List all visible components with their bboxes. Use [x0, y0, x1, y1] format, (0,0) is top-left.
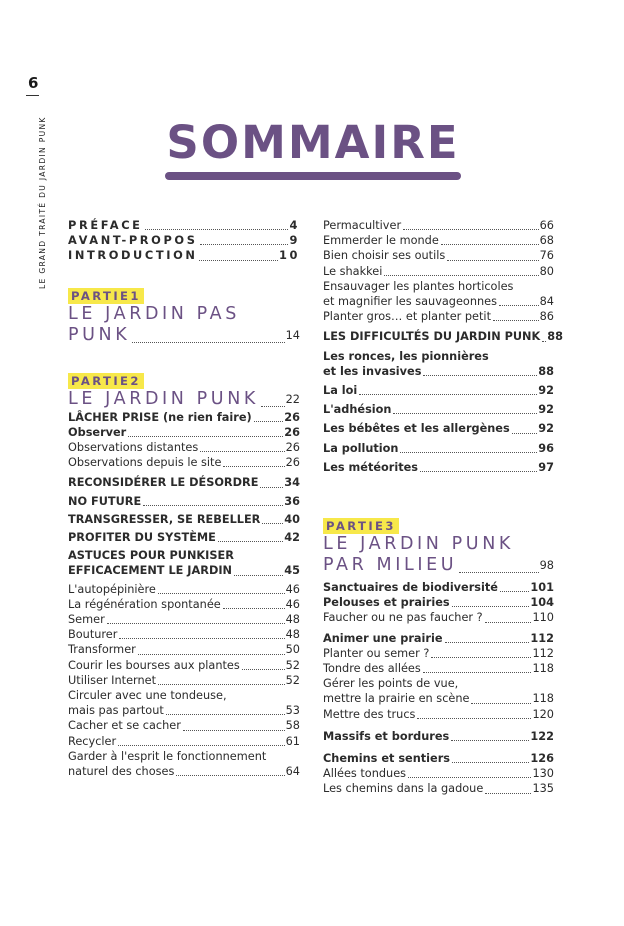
toc-entry[interactable]: La pollution 96	[323, 441, 554, 455]
toc-entry[interactable]: Utiliser Internet 52	[68, 673, 300, 687]
toc-entry-part[interactable]: PUNK 14	[68, 324, 300, 345]
toc-entry[interactable]: Pelouses et prairies 104	[323, 596, 554, 610]
running-head	[12, 99, 56, 289]
toc-entry[interactable]: Observer 26	[68, 425, 300, 439]
toc-entry[interactable]: Faucher ou ne pas faucher ? 110	[323, 611, 554, 625]
toc-entry[interactable]: Planter ou semer ? 112	[323, 646, 554, 660]
toc-entry[interactable]: Massifs et bordures 122	[323, 729, 554, 743]
toc-right-column	[323, 218, 563, 797]
toc-entry[interactable]: Le shakkei 80	[323, 264, 554, 278]
part-tag: PARTIE2	[68, 370, 300, 389]
toc-entry[interactable]: Semer 48	[68, 613, 300, 627]
toc-entry[interactable]: mettre la prairie en scène 118	[323, 692, 554, 706]
title-underline	[165, 172, 461, 180]
toc-entry[interactable]: Les bébêtes et les allergènes 92	[323, 422, 554, 436]
toc-entry[interactable]: Observations distantes 26	[68, 441, 300, 455]
toc-entry[interactable]: La régénération spontanée 46	[68, 597, 300, 611]
toc-entry[interactable]: PROFITER DU SYSTÈME 42	[68, 531, 300, 545]
toc-entry[interactable]: Les météorites 97	[323, 460, 554, 474]
toc-entry[interactable]: Sanctuaires de biodiversité 101	[323, 581, 554, 595]
toc-entry[interactable]: Emmerder le monde 68	[323, 234, 554, 248]
toc-entry[interactable]: NO FUTURE 36	[68, 494, 300, 508]
toc-entry[interactable]: L'autopépinière 46	[68, 582, 300, 596]
toc-entry-line1: ASTUCES POUR PUNKISER	[68, 549, 234, 563]
toc-entry[interactable]: Animer une prairie 112	[323, 631, 554, 645]
page-number: 6	[28, 74, 39, 92]
toc-entry[interactable]: Tondre des allées 118	[323, 662, 554, 676]
toc-entry[interactable]: naturel des choses 64	[68, 765, 300, 779]
running-head-text: LE GRAND TRAITÉ DU JARDIN PUNK	[38, 116, 47, 289]
part-title: LE JARDIN PUNK	[323, 534, 514, 555]
toc-entry[interactable]: Les chemins dans la gadoue 135	[323, 782, 554, 796]
toc-entry[interactable]: Chemins et sentiers 126	[323, 752, 554, 766]
part-title: LE JARDIN PAS	[68, 303, 240, 324]
toc-entry[interactable]: TRANSGRESSER, SE REBELLER 40	[68, 512, 300, 526]
toc-entry[interactable]: LES DIFFICULTÉS DU JARDIN PUNK 88	[323, 330, 563, 344]
toc-entry[interactable]: Permacultiver 66	[323, 219, 554, 232]
toc-entry[interactable]: Bien choisir ses outils 76	[323, 249, 554, 263]
toc-entry[interactable]: L'adhésion 92	[323, 403, 554, 417]
toc-left-column	[68, 218, 300, 779]
toc-entry-line1: Gérer les points de vue,	[323, 677, 459, 691]
part-tag: PARTIE3	[323, 515, 554, 534]
toc-entry-line1: Les ronces, les pionnières	[323, 349, 489, 363]
toc-entry[interactable]: Recycler 61	[68, 734, 300, 748]
toc-entry[interactable]: Cacher et se cacher 58	[68, 719, 300, 733]
toc-entry-front[interactable]: INTRODUCTION 10	[68, 248, 300, 263]
toc-entry[interactable]: LÂCHER PRISE (ne rien faire) 26	[68, 410, 300, 424]
toc-entry[interactable]: Allées tondues 130	[323, 767, 554, 781]
toc-entry[interactable]: mais pas partout 53	[68, 704, 300, 718]
toc-entry[interactable]: EFFICACEMENT LE JARDIN 45	[68, 564, 300, 578]
toc-entry-front[interactable]: AVANT-PROPOS 9	[68, 233, 300, 248]
toc-entry-front[interactable]: PRÉFACE 4	[68, 218, 300, 232]
page-title: SOMMAIRE	[166, 116, 460, 169]
part-tag: PARTIE1	[68, 285, 300, 304]
toc-entry-part[interactable]: LE JARDIN PUNK 22	[68, 388, 300, 409]
toc-entry[interactable]: Mettre des trucs 120	[323, 707, 554, 721]
toc-entry[interactable]: Planter gros… et planter petit 86	[323, 310, 554, 324]
toc-entry[interactable]: et les invasives 88	[323, 364, 554, 378]
toc-entry[interactable]: Bouturer 48	[68, 628, 300, 642]
toc-entry-line1: Ensauvager les plantes horticoles	[323, 279, 514, 293]
toc-entry-line1: Garder à l'esprit le fonctionnement	[68, 749, 267, 763]
toc-entry[interactable]: Transformer 50	[68, 643, 300, 657]
toc-entry-line1: Circuler avec une tondeuse,	[68, 689, 227, 703]
toc-entry[interactable]: RECONSIDÉRER LE DÉSORDRE 34	[68, 476, 300, 490]
toc-entry[interactable]: Observations depuis le site 26	[68, 456, 300, 470]
toc-entry[interactable]: Courir les bourses aux plantes 52	[68, 658, 300, 672]
toc-entry-part[interactable]: PAR MILIEU 98	[323, 555, 554, 576]
toc-entry[interactable]: La loi 92	[323, 384, 554, 398]
page-number-rule	[26, 95, 39, 96]
toc-entry[interactable]: et magnifier les sauvageonnes 84	[323, 295, 554, 309]
